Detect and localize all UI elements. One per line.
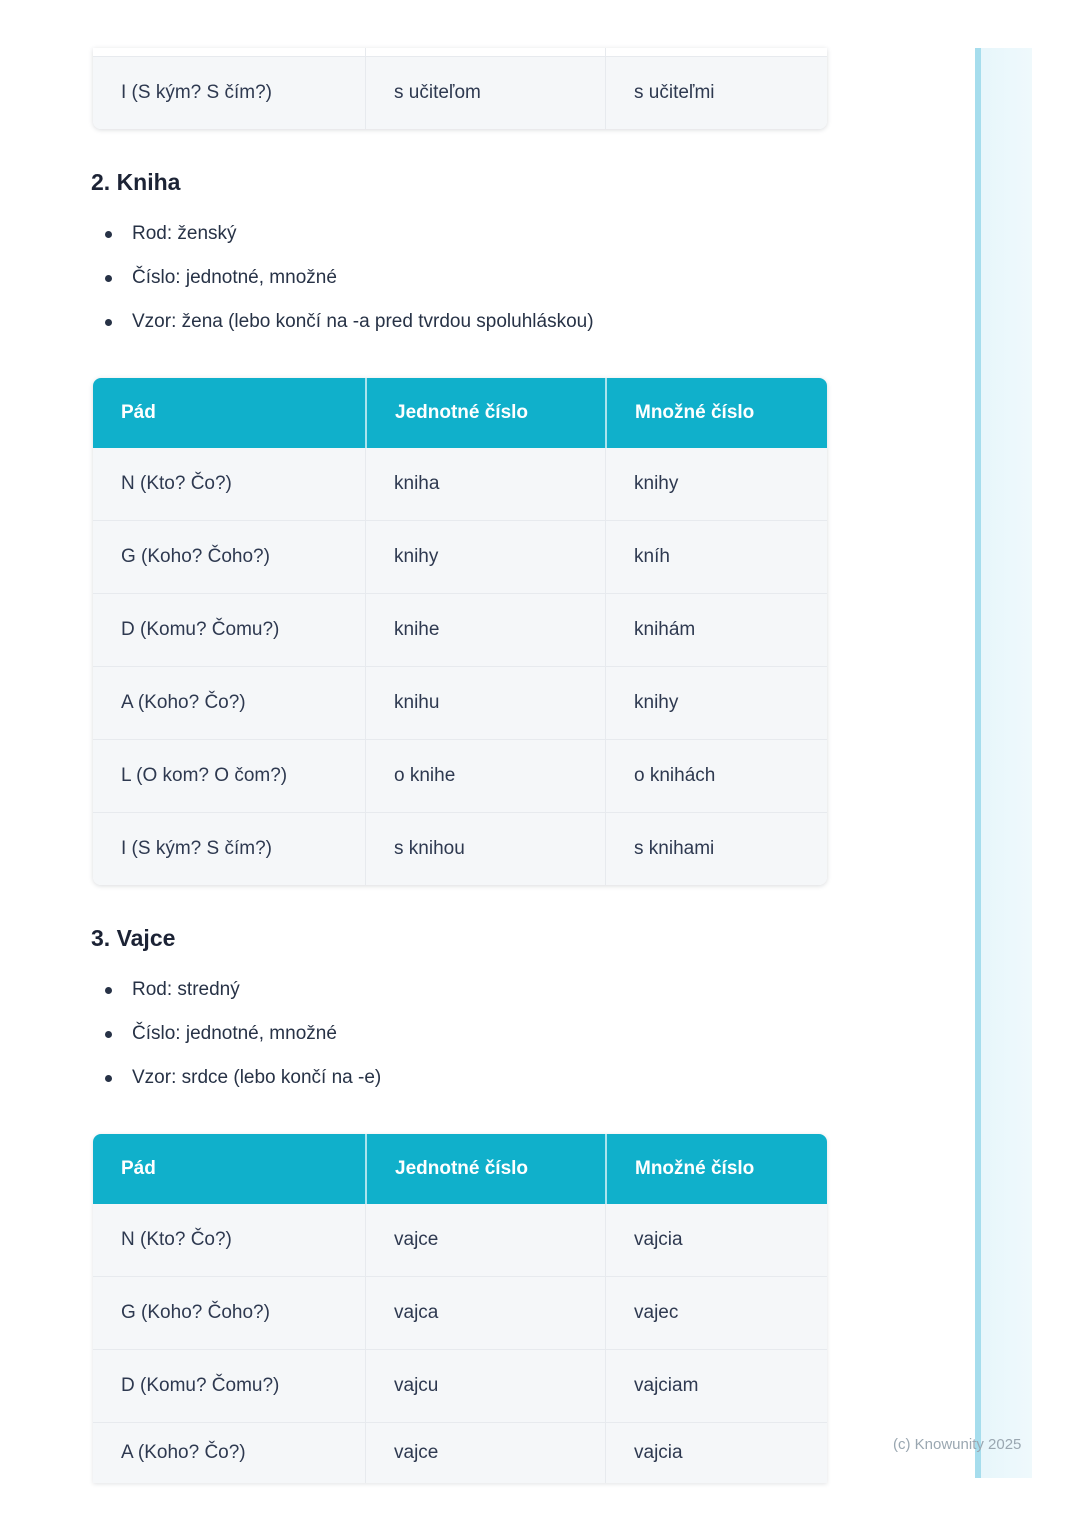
table-header-cell: Jednotné číslo xyxy=(365,378,605,448)
bullet-item xyxy=(93,978,827,1002)
table-row xyxy=(93,812,827,885)
table-cell-singular: o knihe xyxy=(365,740,605,812)
bullet-text: Číslo: jednotné, množné xyxy=(132,267,337,288)
bullet-text: Rod: ženský xyxy=(132,223,237,244)
table-ucitel-partial xyxy=(93,48,827,129)
bullet-item xyxy=(93,310,827,334)
table-cell-pad: A (Koho? Čo?) xyxy=(121,692,246,713)
table-cell-plural: vajcia xyxy=(605,1423,827,1483)
table-cell-pad: N (Kto? Čo?) xyxy=(121,1229,232,1250)
table-cell-singular: knihy xyxy=(365,521,605,593)
bullet-dot xyxy=(105,231,112,238)
bullet-item xyxy=(93,222,827,246)
table-cell-singular: vajce xyxy=(365,1204,605,1276)
table-cell-plural: kníh xyxy=(605,521,827,593)
table-row xyxy=(93,448,827,520)
table-cell-singular: s knihou xyxy=(365,813,605,885)
bullet-text: Vzor: srdce (lebo končí na -e) xyxy=(132,1067,382,1088)
table-row-clipped xyxy=(93,48,827,56)
table-header-cell: Pád xyxy=(121,402,156,423)
table-cell-plural: vajciam xyxy=(605,1350,827,1422)
bullet-list xyxy=(93,978,827,1090)
table-cell-plural: vajcia xyxy=(605,1204,827,1276)
bullet-text: Vzor: žena (lebo končí na -a pred tvrdou spoluhláskou) xyxy=(132,311,594,332)
table-header-cell: Pád xyxy=(121,1158,156,1179)
table-header-row xyxy=(93,1134,827,1204)
bullet-dot xyxy=(105,275,112,282)
bullet-text: Číslo: jednotné, množné xyxy=(132,1023,337,1044)
table-cell-singular: knihu xyxy=(365,667,605,739)
section-heading: 2. Kniha xyxy=(91,169,181,195)
table-cell-plural: o knihách xyxy=(605,740,827,812)
bullet-item xyxy=(93,1022,827,1046)
bullet-text: Rod: stredný xyxy=(132,979,240,1000)
table-cell-singular: vajca xyxy=(365,1277,605,1349)
sections-root xyxy=(93,168,827,1483)
section-3 xyxy=(93,924,827,1483)
table-row xyxy=(93,1422,827,1483)
table-cell-pad: N (Kto? Čo?) xyxy=(121,473,232,494)
table-cell-singular: kniha xyxy=(365,448,605,520)
declension-table xyxy=(93,1134,827,1483)
section-heading: 3. Vajce xyxy=(91,925,176,951)
table-cell-pad: I (S kým? S čím?) xyxy=(121,838,272,859)
table-cell-pad: G (Koho? Čoho?) xyxy=(121,1302,270,1323)
table-cell-singular: knihe xyxy=(365,594,605,666)
table-cell-plural: s učiteľmi xyxy=(605,57,827,129)
table-cell-plural: vajec xyxy=(605,1277,827,1349)
bullet-dot xyxy=(105,987,112,994)
copyright-text: (c) Knowunity 2025 xyxy=(893,1436,1022,1453)
table-row xyxy=(93,520,827,593)
table-cell-singular: vajcu xyxy=(365,1350,605,1422)
table-header-cell: Množné číslo xyxy=(605,1134,827,1204)
table-cell-pad: D (Komu? Čomu?) xyxy=(121,1375,280,1396)
table-row xyxy=(93,1276,827,1349)
table-cell-singular: s učiteľom xyxy=(365,57,605,129)
table-cell-singular: vajce xyxy=(365,1423,605,1483)
table-cell-pad: I (S kým? S čím?) xyxy=(121,82,272,103)
table-cell-pad: L (O kom? O čom?) xyxy=(121,765,288,786)
table-row xyxy=(93,666,827,739)
table-cell-plural: knihy xyxy=(605,667,827,739)
declension-table xyxy=(93,378,827,885)
document-content xyxy=(93,0,827,1483)
right-accent-bar xyxy=(975,48,1032,1478)
section-2 xyxy=(93,168,827,885)
table-row xyxy=(93,1349,827,1422)
bullet-item xyxy=(93,1066,827,1090)
table-cell-plural: knihy xyxy=(605,448,827,520)
table-row xyxy=(93,739,827,812)
table-cell-pad: G (Koho? Čoho?) xyxy=(121,546,270,567)
table-cell-pad: A (Koho? Čo?) xyxy=(121,1442,246,1463)
table-header-row xyxy=(93,378,827,448)
bullet-dot xyxy=(105,319,112,326)
table-header-cell: Jednotné číslo xyxy=(365,1134,605,1204)
bullet-dot xyxy=(105,1031,112,1038)
table-row xyxy=(93,56,827,129)
bullet-item xyxy=(93,266,827,290)
table-cell-plural: knihám xyxy=(605,594,827,666)
table-cell-pad: D (Komu? Čomu?) xyxy=(121,619,280,640)
table-row xyxy=(93,593,827,666)
table-cell-plural: s knihami xyxy=(605,813,827,885)
bullet-dot xyxy=(105,1075,112,1082)
bullet-list xyxy=(93,222,827,334)
table-header-cell: Množné číslo xyxy=(605,378,827,448)
table-row xyxy=(93,1204,827,1276)
